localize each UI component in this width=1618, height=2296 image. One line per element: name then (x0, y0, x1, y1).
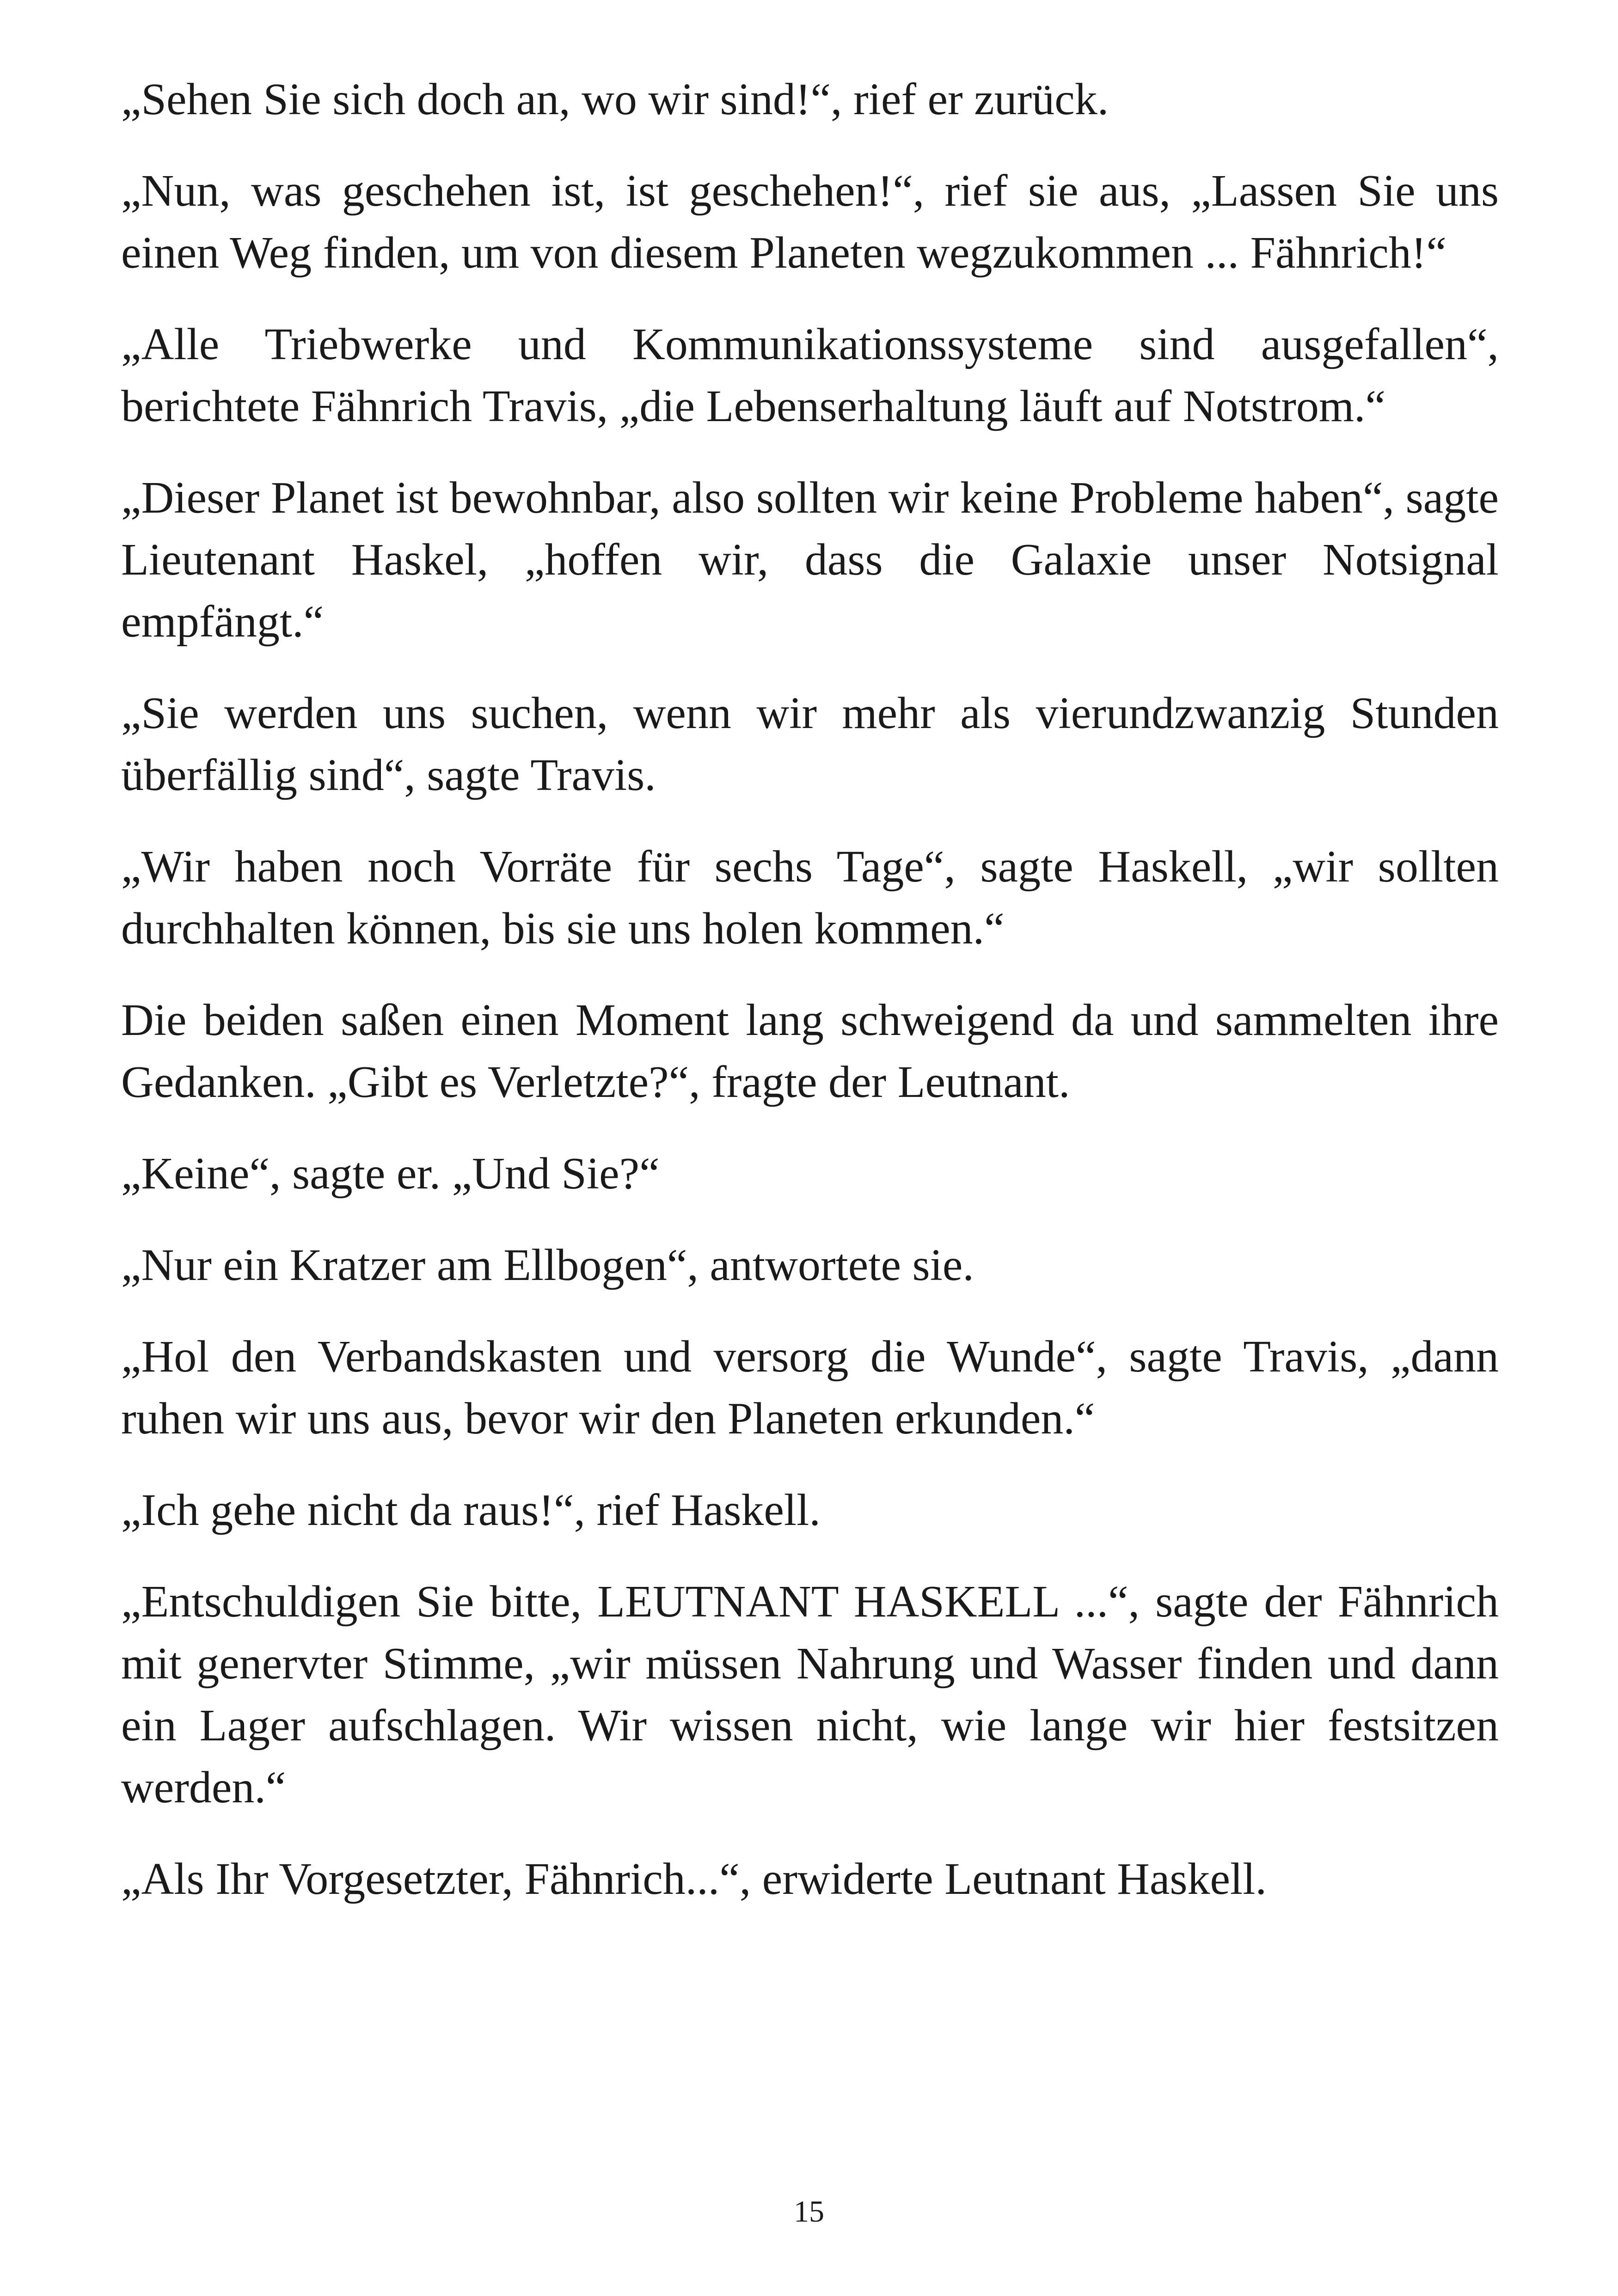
paragraph: „Als Ihr Vorgesetzter, Fähnrich...“, erwiderte Leutnant Haskell. (121, 1854, 1267, 1904)
paragraph: „Nur ein Kratzer am Ellbogen“, antwortete sie. (121, 1240, 974, 1290)
paragraph: „Wir haben noch Vorräte für sechs Tage“, sagte Haskell, „wir sollten durchhalten können, bis sie uns holen kommen.“ (121, 842, 1499, 954)
paragraph: „Entschuldigen Sie bitte, LEUTNANT HASKELL ...“, sagte der Fähnrich mit genervter Stimme, „wir müssen Nahrung und Wasser finden und dann ein Lager aufschlagen. Wir wissen nicht, wie lange wir hier festsitzen werden.“ (121, 1577, 1499, 1812)
paragraph: „Sehen Sie sich doch an, wo wir sind!“, rief er zurück. (121, 74, 1109, 124)
paragraph: „Sie werden uns suchen, wenn wir mehr als vierundzwanzig Stunden überfällig sind“, sagte Travis. (121, 688, 1499, 800)
paragraph: „Nun, was geschehen ist, ist geschehen!“, rief sie aus, „Lassen Sie uns einen Weg finden, um von diesem Planeten wegzukommen ... Fähnrich!“ (121, 166, 1499, 278)
page-number: 15 (794, 2195, 824, 2229)
paragraph: „Keine“, sagte er. „Und Sie?“ (121, 1149, 660, 1199)
paragraph: „Dieser Planet ist bewohnbar, also sollten wir keine Probleme haben“, sagte Lieutenant Haskel, „hoffen wir, dass die Galaxie unser Notsignal empfängt.“ (121, 473, 1499, 647)
paragraph: „Ich gehe nicht da raus!“, rief Haskell. (121, 1485, 821, 1535)
body-text (121, 68, 1499, 1940)
paragraph: „Hol den Verbandskasten und versorg die Wunde“, sagte Travis, „dann ruhen wir uns aus, bevor wir den Planeten erkunden.“ (121, 1332, 1499, 1444)
paragraph: Die beiden saßen einen Moment lang schweigend da und sammelten ihre Gedanken. „Gibt es Verletzte?“, fragte der Leutnant. (121, 995, 1499, 1107)
paragraph: „Alle Triebwerke und Kommunikationssysteme sind ausgefallen“, berichtete Fähnrich Travis, „die Lebenserhaltung läuft auf Notstrom.“ (121, 319, 1499, 431)
